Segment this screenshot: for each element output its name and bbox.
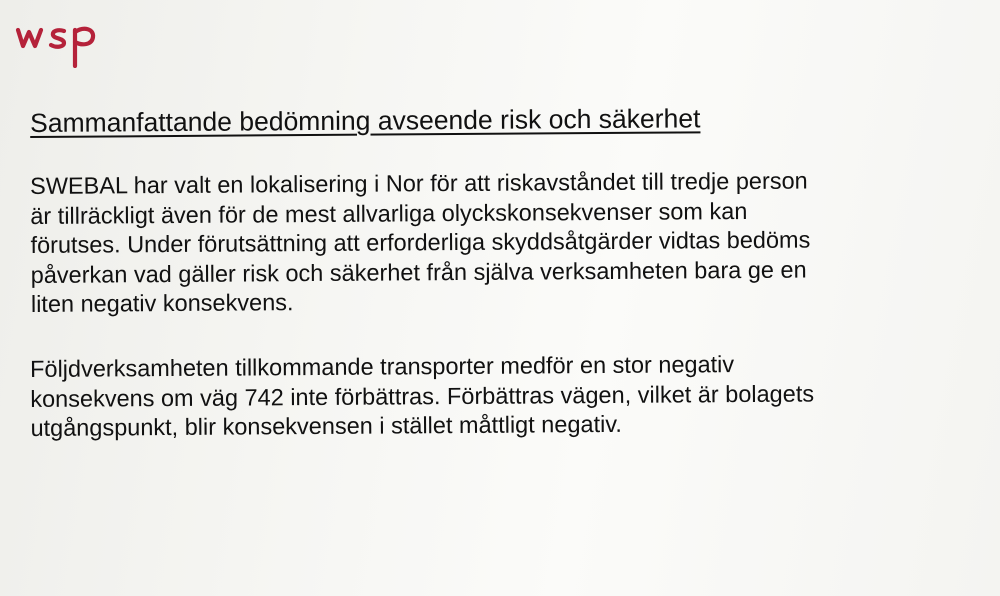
paragraph-line: SWEBAL har valt en lokalisering i Nor för att riskavståndet till tredje person (30, 167, 808, 199)
paragraph-line: påverkan vad gäller risk och säkerhet från själva verksamheten bara ge en (30, 256, 807, 288)
section-heading: Sammanfattande bedömning avseende risk och säkerhet (30, 103, 701, 138)
paragraph-transport-consequence (30, 349, 961, 444)
paragraph-line: är tillräckligt även för de mest allvarliga olyckskonsekvenser som kan (30, 197, 748, 229)
paragraph-risk-assessment (30, 166, 961, 320)
paragraph-line: Följdverksamheten tillkommande transporter medför en stor negativ (30, 351, 735, 382)
paragraph-line: utgångspunkt, blir konsekvensen i stället måttligt negativ. (30, 410, 622, 441)
paragraph-line: liten negativ konsekvens. (30, 289, 294, 317)
wsp-logo-mark (14, 20, 114, 68)
wsp-logo (14, 20, 114, 68)
paragraph-line: förutses. Under förutsättning att erforderliga skyddsåtgärder vidtas bedöms (30, 226, 811, 258)
paragraph-line: konsekvens om väg 742 inte förbättras. Förbättras vägen, vilket är bolagets (30, 380, 815, 412)
